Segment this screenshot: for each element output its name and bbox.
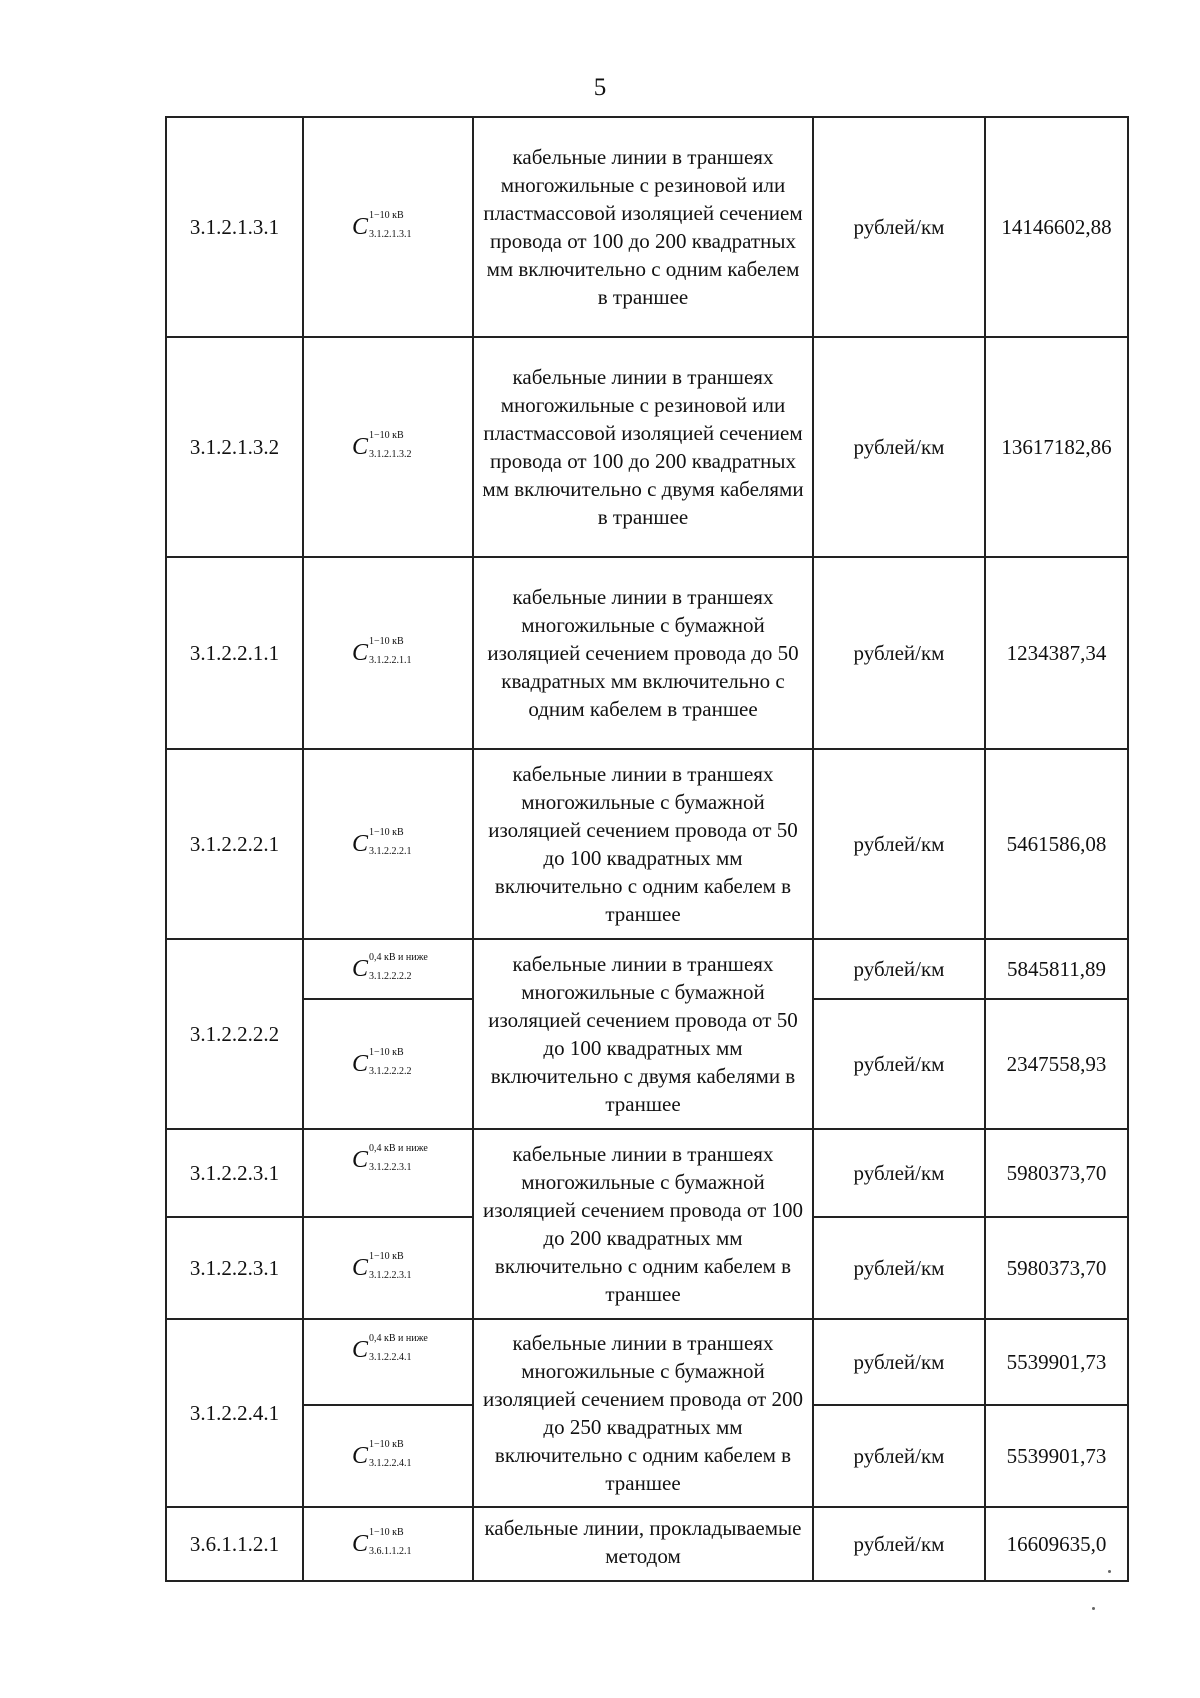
scan-speck <box>1092 1607 1095 1610</box>
row-code: 3.1.2.2.3.1 <box>166 1129 303 1217</box>
rate-symbol: C 1−10 кВ 3.1.2.1.3.1 <box>352 210 412 240</box>
row-value: 5461586,08 <box>985 749 1128 939</box>
row-unit: рублей/км <box>813 749 985 939</box>
page-number: 5 <box>593 74 607 101</box>
table-row <box>166 939 1128 999</box>
rate-symbol: C 0,4 кВ и ниже 3.1.2.2.4.1 <box>352 1333 428 1363</box>
row-code: 3.6.1.1.2.1 <box>166 1507 303 1581</box>
rate-symbol: C 1−10 кВ 3.1.2.2.2.1 <box>352 827 412 857</box>
rate-symbol: C 0,4 кВ и ниже 3.1.2.2.3.1 <box>352 1143 428 1173</box>
scan-speck <box>1108 1570 1111 1573</box>
rate-symbol-cell <box>303 337 473 557</box>
row-description: кабельные линии в траншеях многожильные с бумажной изоляцией сечением провода от 100 до 200 квадратных мм включительно с одним кабелем в траншее <box>473 1129 813 1319</box>
rate-symbol-cell <box>303 939 473 999</box>
row-unit: рублей/км <box>813 1405 985 1507</box>
row-description: кабельные линии в траншеях многожильные с бумажной изоляцией сечением провода от 200 до 250 квадратных мм включительно с одним кабелем в траншее <box>473 1319 813 1507</box>
row-code: 3.1.2.2.4.1 <box>166 1319 303 1507</box>
row-code: 3.1.2.2.2.2 <box>166 939 303 1129</box>
row-description: кабельные линии в траншеях многожильные с бумажной изоляцией сечением провода до 50 квадратных мм включительно с одним кабелем в траншее <box>473 557 813 749</box>
row-value: 5980373,70 <box>985 1217 1128 1319</box>
row-value: 5845811,89 <box>985 939 1128 999</box>
table-row <box>166 1507 1128 1581</box>
rate-symbol: C 1−10 кВ 3.1.2.2.2.2 <box>352 1047 412 1077</box>
table-row <box>166 749 1128 939</box>
row-unit: рублей/км <box>813 999 985 1129</box>
rate-symbol-cell <box>303 999 473 1129</box>
row-unit: рублей/км <box>813 1129 985 1217</box>
row-code: 3.1.2.1.3.2 <box>166 337 303 557</box>
rate-symbol-cell <box>303 1129 473 1217</box>
rate-symbol-cell <box>303 1507 473 1581</box>
rate-symbol: C 0,4 кВ и ниже 3.1.2.2.2.2 <box>352 952 428 982</box>
rate-symbol: C 1−10 кВ 3.1.2.1.3.2 <box>352 430 412 460</box>
table-row <box>166 1319 1128 1405</box>
row-value: 1234387,34 <box>985 557 1128 749</box>
row-description: кабельные линии в траншеях многожильные с бумажной изоляцией сечением провода от 50 до 100 квадратных мм включительно с двумя кабелями в траншее <box>473 939 813 1129</box>
rate-symbol: C 1−10 кВ 3.1.2.2.4.1 <box>352 1439 412 1469</box>
row-code: 3.1.2.2.1.1 <box>166 557 303 749</box>
row-description: кабельные линии в траншеях многожильные с резиновой или пластмассовой изоляцией сечением провода от 100 до 200 квадратных мм включительно с двумя кабелями в траншее <box>473 337 813 557</box>
row-unit: рублей/км <box>813 939 985 999</box>
row-code: 3.1.2.2.2.1 <box>166 749 303 939</box>
row-unit: рублей/км <box>813 337 985 557</box>
row-code: 3.1.2.2.3.1 <box>166 1217 303 1319</box>
row-unit: рублей/км <box>813 117 985 337</box>
table-row <box>166 117 1128 337</box>
rates-table <box>165 116 1129 1582</box>
row-unit: рублей/км <box>813 1319 985 1405</box>
table-row <box>166 1129 1128 1217</box>
rate-symbol: C 1−10 кВ 3.1.2.2.3.1 <box>352 1251 412 1281</box>
rate-symbol-cell <box>303 117 473 337</box>
row-value: 5539901,73 <box>985 1319 1128 1405</box>
rate-symbol: C 1−10 кВ 3.6.1.1.2.1 <box>352 1527 412 1557</box>
rate-symbol-cell <box>303 1405 473 1507</box>
rate-symbol-cell <box>303 1217 473 1319</box>
row-description: кабельные линии в траншеях многожильные с резиновой или пластмассовой изоляцией сечением провода от 100 до 200 квадратных мм включительно с одним кабелем в траншее <box>473 117 813 337</box>
row-code: 3.1.2.1.3.1 <box>166 117 303 337</box>
table-row <box>166 337 1128 557</box>
row-value: 5539901,73 <box>985 1405 1128 1507</box>
row-value: 5980373,70 <box>985 1129 1128 1217</box>
rate-symbol-cell <box>303 1319 473 1405</box>
rate-symbol-cell <box>303 557 473 749</box>
row-unit: рублей/км <box>813 1217 985 1319</box>
row-value: 14146602,88 <box>985 117 1128 337</box>
rate-symbol: C 1−10 кВ 3.1.2.2.1.1 <box>352 636 412 666</box>
row-description: кабельные линии в траншеях многожильные с бумажной изоляцией сечением провода от 50 до 100 квадратных мм включительно с одним кабелем в траншее <box>473 749 813 939</box>
rate-symbol-cell <box>303 749 473 939</box>
row-value: 13617182,86 <box>985 337 1128 557</box>
row-unit: рублей/км <box>813 1507 985 1581</box>
table-row <box>166 557 1128 749</box>
row-value: 16609635,0 <box>985 1507 1128 1581</box>
row-description: кабельные линии, прокладываемые методом <box>473 1507 813 1581</box>
row-value: 2347558,93 <box>985 999 1128 1129</box>
row-unit: рублей/км <box>813 557 985 749</box>
